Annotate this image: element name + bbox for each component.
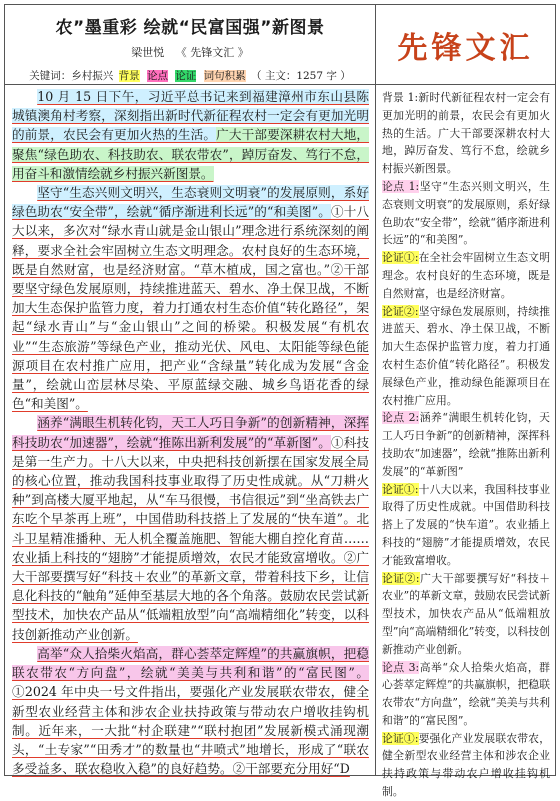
note-argument-3 — [382, 659, 550, 730]
main-text-column — [5, 85, 376, 775]
byline — [5, 44, 375, 60]
keywords-line — [5, 68, 375, 83]
note-text: 坚守“生态兴则文明兴，生态衰则文明衰”的发展原则，系好绿色助农“安全带”，绘就“循序渐进利长远”的“和美图”。 — [382, 179, 550, 247]
tag-background: 背景 — [118, 70, 140, 82]
article-title: 农”墨重彩 绘就“民富国强”新图景 — [55, 18, 325, 38]
note-text: 广大干部要撰写好“科技＋农业”的革新文章，鼓励农民尝试新型技术，加快农产品从“低端粗放型”向“高端精细化”转变，以科技创新推动产业创新。 — [382, 571, 550, 656]
source: 《 先锋文汇 》 — [175, 46, 249, 59]
p2-evidence: ①十八大以来，多次对“绿水青山就是金山银山”理念进行系统深刻的阐释，要求全社会牢固树立生态文明理念。农村良好的生态环境，既是自然财富，也是经济财富。“草木植成，国之富也。”②干部要坚守绿色发展原则，持续推进蓝天、碧水、净土保卫战，不断加大生态保护监管力度，着力打通农村生态价值“转化路径”，架起“绿水青山”与“金山银山”之间的桥梁。积极发展“有机农业”“生态旅游”等绿色产业，推动光伏、风电、太阳能等绿色能源项目在农村推广应用，把产业“含绿量”转化成为发展“含金量”，绘就山峦层林尽染、平原蓝绿交融、城乡鸟语花香的绿色“和美图”。 — [12, 204, 369, 412]
note-text: 要强化产业发展联农带农，健全新型农业经营主体和涉农企业扶持政策与带动农户增收挂钩机制。 — [382, 731, 551, 799]
keywords-label: 关键词：乡村振兴 — [29, 70, 114, 82]
document-page — [4, 4, 556, 799]
note-label: 论证①: — [382, 731, 419, 745]
paragraph-2 — [12, 183, 369, 413]
tag-proof: 论证 — [175, 70, 197, 82]
article-header — [5, 5, 376, 85]
p4-argument: 高举“众人拾柴火焰高，群心荟萃定辉煌”的共赢旗帜，把稳联农带农“方向盘”，绘就“美美与共利和谐”的“富民图”。 — [12, 645, 369, 681]
paragraph-1 — [12, 87, 369, 183]
note-label: 论证①: — [382, 251, 419, 265]
note-text: 在全社会牢固树立生态文明理念。农村良好的生态环境，既是自然财富，也是经济财富。 — [382, 251, 551, 300]
note-proof-2 — [382, 303, 550, 410]
paragraph-4 — [12, 644, 369, 778]
p1-background: 10 月 15 日下午，习近平总书记来到福建漳州市东山县陈城镇澳角村考察，深刻指出新时代新征程农村一定会有更加光明的前景，农民会有更加火热的生活。 — [12, 89, 369, 143]
note-text: 新时代新征程农村一定会有更加光明的前景，农民会有更加火热的生活。广大干部要深耕农村大地，踔厉奋发、笃行不怠，绘就乡村振兴新图景。 — [382, 91, 550, 176]
word-count: （ 主文：1257 字 ） — [250, 70, 351, 82]
brand-logo-text: 先锋文汇 — [397, 30, 534, 66]
note-proof-4 — [382, 570, 550, 659]
note-label: 论点 1: — [382, 179, 420, 193]
note-label: 论证①: — [382, 482, 419, 496]
note-text: 十八大以来，我国科技事业取得了历史性成就。中国借助科技搭上了发展的“快车道”。农业插上科技的“翅膀”才能提质增效，农民才能致富增收。 — [382, 482, 551, 567]
p4-evidence: ①2024 年中央一号文件指出，要强化产业发展联农带农，健全新型农业经营主体和涉农企业扶持政策与带动农户增收挂钩机制。近年来，一大批“村企联建”“联村抱团”发展新模式涌现潮头，“土专家”“田秀才”的数量也“井喷式”地增长，形成了“联农多受益多、联农稳收入稳”的良好趋势。②干部要充分用好“D — [12, 684, 369, 777]
note-label: 论证②: — [382, 304, 419, 318]
note-argument-1 — [382, 178, 550, 249]
p3-argument: 涵养“满眼生机转化钧，天工人巧日争新”的创新精神，深挥科技助农“加速器”，绘就“推陈出新利发展”的“革新图”。 — [12, 415, 369, 450]
brand-box — [376, 5, 555, 85]
p3-evidence: ①科技是第一生产力。十八大以来，中央把科技创新摆在国家发展全局的核心位置，推动我国科技事业取得了历史性成就。从“刀耕火种”到高楼大厦平地起，从“车马很慢，书信很远”到“坐高铁去广东吃个早茶再上班”，中国借助科技搭上了发展的“快车道”。北斗卫星精准播种、无人机全覆盖施肥、智能大棚自控化育苗……农业插上科技的“翅膀”才能提质增效，农民才能致富增收。②广大干部要撰写好“科技＋农业”的革新文章，带着科技下乡，让信息化科技的“触角”延伸至基层大地的各个角落。鼓励农民尝试新型技术，加快农产品从“低端粗放型”向“高端精细化”转变，以科技创新推动产业创新。 — [12, 434, 369, 642]
p2-argument: 坚守“生态兴则文明兴，生态衰则文明衰”的发展原则，系好绿色助农“安全带”，绘就“循序渐进利长远”的“和美图”。 — [12, 185, 369, 220]
author: 梁世悦 — [131, 46, 165, 59]
note-proof-5 — [382, 730, 550, 801]
note-argument-2 — [382, 409, 550, 480]
note-proof-1 — [382, 249, 550, 302]
note-label: 论点 2: — [382, 411, 420, 425]
annotation-column — [376, 85, 555, 799]
note-label: 背景 1: — [382, 91, 419, 104]
note-label: 论证②: — [382, 571, 420, 585]
tag-argument: 论点 — [146, 70, 168, 82]
note-text: 坚守绿色发展原则，持续推进蓝天、碧水、净土保卫战，不断加大生态保护监管力度，着力打通农村生态价值“转化路径”。积极发展绿色产业，推动绿色能源项目在农村推广应用。 — [382, 304, 551, 407]
note-proof-3 — [382, 481, 550, 570]
note-text: 涵养“满眼生机转化钧，天工人巧日争新”的创新精神，深挥科技助农“加速器”，绘就“推陈出新利发展”的“革新图” — [382, 411, 550, 478]
paragraph-3 — [12, 413, 369, 643]
tag-phrases: 词句积累 — [203, 70, 246, 82]
note-text: 高举“众人拾柴火焰高，群心荟萃定辉煌”的共赢旗帜，把稳联农带农“方向盘”，绘就“美美与共利和谐”的“富民图”。 — [382, 660, 550, 727]
note-label: 论点 3: — [382, 660, 420, 674]
note-background — [382, 89, 550, 178]
p1-summary: 广大干部要深耕农村大地，聚焦“绿色助农、科技助农、联农带农”，踔厉奋发、笃行不怠，用奋斗和激情绘就乡村振兴新图景。 — [12, 127, 370, 181]
